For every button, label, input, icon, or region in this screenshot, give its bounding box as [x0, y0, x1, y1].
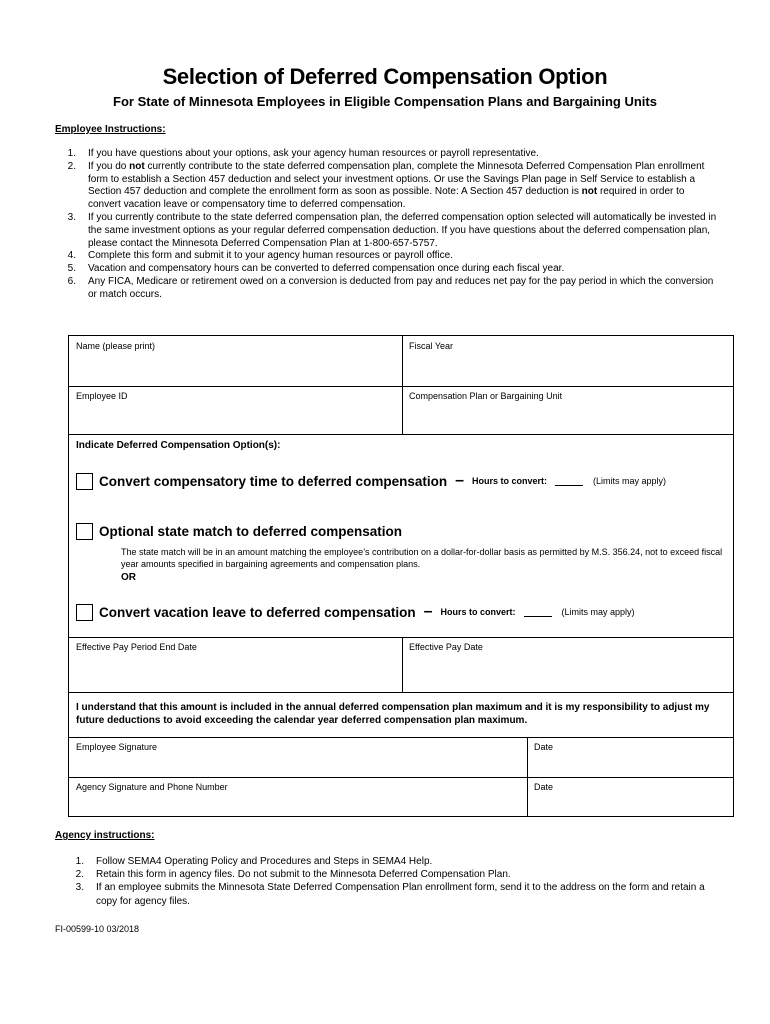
- or-label: OR: [121, 572, 136, 583]
- employee-instructions-list: [60, 148, 720, 302]
- divider: [527, 737, 528, 817]
- list-item: 5. Vacation and compensatory hours can be converted to deferred compensation once during each fiscal year.: [67, 263, 565, 275]
- list-item: 4. Complete this form and submit it to your agency human resources or payroll office.: [67, 250, 453, 262]
- document-title: Selection of Deferred Compensation Option: [162, 64, 608, 89]
- divider: [402, 637, 403, 692]
- option-comp-time: Convert compensatory time to deferred compensation – Hours to convert: (Limits may apply): [76, 472, 666, 490]
- vacation-hours-input[interactable]: [524, 607, 552, 617]
- option-vacation-leave: Convert vacation leave to deferred compensation – Hours to convert: (Limits may apply): [76, 603, 635, 621]
- list-item: 3. If an employee submits the Minnesota State Deferred Compensation Plan enrollment form, send it to the address on the form and retain a copy for agency files.: [75, 882, 705, 907]
- agency-date-field[interactable]: Date: [534, 782, 554, 792]
- list-item: 2. If you do not currently contribute to the state deferred compensation plan, complete the Minnesota Deferred Compensation Plan enrollment form to establish a Section 457 deduction and select your investment options. Or use the Savings Plan page in Self Service to establish a Section 457 deduction and complete the enrollment form as soon as possible. Note: A Section 457 deduction is not required in order to convert vacation leave or compensatory time to deferred compensation.: [67, 160, 705, 211]
- divider: [69, 692, 733, 693]
- form-code: FI-00599-10 03/2018: [55, 924, 140, 934]
- vacation-leave-checkbox[interactable]: [76, 604, 93, 621]
- list-item: 1. If you have questions about your options, ask your agency human resources or payroll representative.: [67, 148, 539, 159]
- list-item: 3. If you currently contribute to the state deferred compensation plan, the deferred compensation option selected will automatically be invested in the same investment options as your regular deferred compensation deduction. If you have questions about the deferred compensation plan, please contact the Minnesota Deferred Compensation Plan at 1-800-657-5757.: [67, 211, 717, 249]
- deferred-comp-form: [68, 335, 734, 817]
- options-heading: Indicate Deferred Compensation Option(s):: [76, 440, 281, 451]
- list-item: 1. Follow SEMA4 Operating Policy and Procedures and Steps in SEMA4 Help.: [75, 856, 433, 867]
- comp-time-hours-input[interactable]: [555, 476, 583, 486]
- agency-signature-field[interactable]: Agency Signature and Phone Number: [76, 782, 228, 792]
- option-state-match: Optional state match to deferred compensation: [76, 523, 402, 540]
- compensation-plan-field[interactable]: Compensation Plan or Bargaining Unit: [409, 391, 563, 401]
- list-item: 2. Retain this form in agency files. Do not submit to the Minnesota Deferred Compensation Plan.: [75, 869, 511, 881]
- employee-signature-field[interactable]: Employee Signature: [76, 742, 158, 752]
- document-subtitle: For State of Minnesota Employees in Eligible Compensation Plans and Bargaining Units: [113, 94, 657, 109]
- employee-date-field[interactable]: Date: [534, 742, 554, 752]
- fiscal-year-field[interactable]: Fiscal Year: [409, 341, 454, 351]
- employee-instructions-heading: Employee Instructions:: [55, 124, 166, 135]
- divider: [402, 336, 403, 434]
- agency-instructions-list: [68, 855, 718, 908]
- agency-instructions-heading: Agency instructions:: [55, 830, 155, 841]
- name-field[interactable]: Name (please print): [76, 341, 156, 351]
- employee-id-field[interactable]: Employee ID: [76, 391, 128, 401]
- list-item: 6. Any FICA, Medicare or retirement owed on a conversion is deducted from pay and reduces net pay for the pay period in which the conversion or match occurs.: [67, 275, 714, 300]
- effective-pay-period-field[interactable]: Effective Pay Period End Date: [76, 642, 197, 652]
- acknowledgement-text: I understand that this amount is included in the annual deferred compensation plan maximum and it is my responsibility to adjust my future deductions to avoid exceeding the calendar year deferred compensation plan maximum.: [76, 702, 710, 726]
- effective-pay-date-field[interactable]: Effective Pay Date: [409, 642, 483, 652]
- state-match-note: The state match will be in an amount matching the employee’s contribution on a dollar-for-dollar basis as permitted by M.S. 356.24, not to exceed fiscal year amounts specified in bargaining agreements and compensation plans.: [121, 547, 723, 569]
- comp-time-checkbox[interactable]: [76, 473, 93, 490]
- divider: [69, 434, 733, 435]
- state-match-checkbox[interactable]: [76, 523, 93, 540]
